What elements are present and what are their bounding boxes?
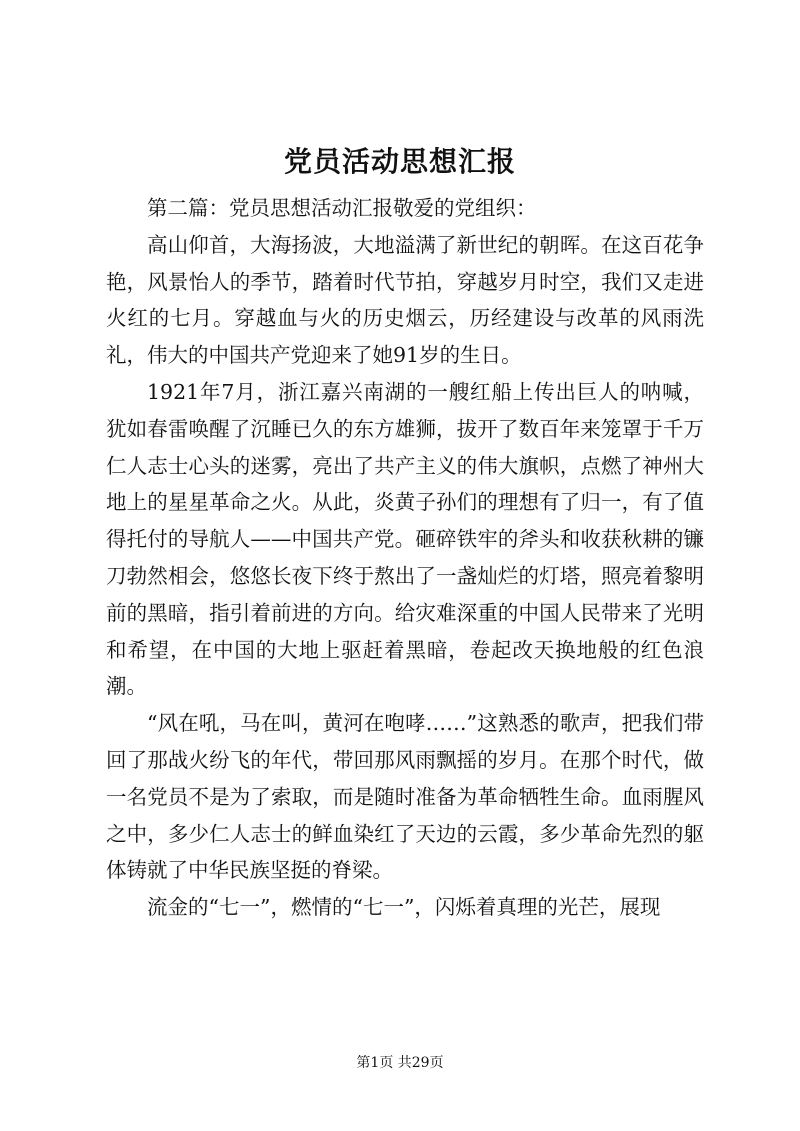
page-footer (0, 1053, 800, 1073)
page-number-label: 第1页 共29页 (356, 1055, 444, 1071)
paragraph-4: 流金的“七一”，燃情的“七一”，闪烁着真理的光芒，展现 (147, 895, 661, 920)
paragraph-3: “风在吼，马在叫，黄河在咆哮……”这熟悉的歌声，把我们带回了那战火纷飞的年代，带回那风雨飘摇的岁月。在那个时代，做一名党员不是为了索取，而是随时准备为革命牺牲生命。血雨腥风之中，多少仁人志士的鲜血染红了天边的云霞，多少革命先烈的躯体铸就了中华民族坚挺的脊梁。 (106, 711, 704, 883)
document-title: 党员活动思想汇报 (283, 145, 516, 178)
document-body (106, 190, 704, 926)
paragraph-1: 高山仰首，大海扬波，大地溢满了新世纪的朝晖。在这百花争艳，风景怡人的季节，踏着时代节拍，穿越岁月时空，我们又走进火红的七月。穿越血与火的历史烟云，历经建设与改革的风雨洗礼，伟大的中国共产党迎来了她91岁的生日。 (106, 232, 704, 368)
paragraph-2: 1921年7月，浙江嘉兴南湖的一艘红船上传出巨人的呐喊，犹如春雷唤醒了沉睡已久的东方雄狮，拔开了数百年来笼罩于千万仁人志士心头的迷雾，亮出了共产主义的伟大旗帜，点燃了神州大地上的星星革命之火。从此，炎黄子孙们的理想有了归一，有了值得托付的导航人——中国共产党。砸碎铁牢的斧头和收获秋耕的镰刀勃然相会，悠悠长夜下终于熬出了一盏灿烂的灯塔，照亮着黎明前的黑暗，指引着前进的方向。给灾难深重的中国人民带来了光明和希望，在中国的大地上驱赶着黑暗，卷起改天换地般的红色浪潮。 (106, 379, 704, 699)
document-subtitle: 第二篇：党员思想活动汇报敬爱的党组织： (147, 196, 537, 220)
